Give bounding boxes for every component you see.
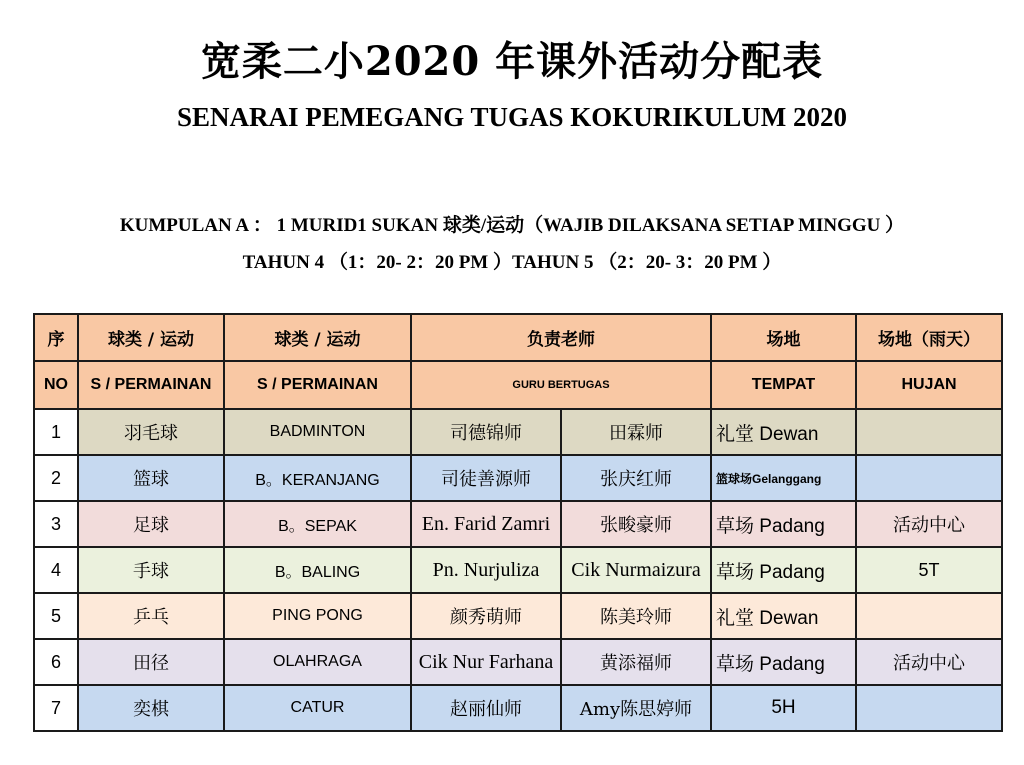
header-venue-zh: 场地 xyxy=(711,314,856,361)
sport-name-zh: 奕棋 xyxy=(78,685,224,731)
header-teacher-zh: 负责老师 xyxy=(411,314,711,361)
teacher-2: Cik Nurmaizura xyxy=(561,547,711,593)
sport-name-zh: 田径 xyxy=(78,639,224,685)
header-rain-venue-zh: 场地（雨天） xyxy=(856,314,1002,361)
row-number: 3 xyxy=(34,501,78,547)
rain-venue xyxy=(856,455,1002,501)
rain-venue xyxy=(856,409,1002,455)
teacher-1: Cik Nur Farhana xyxy=(411,639,561,685)
header-no-zh: 序 xyxy=(34,314,78,361)
rain-venue xyxy=(856,685,1002,731)
table-row xyxy=(34,639,1002,685)
page-subtitle: SENARAI PEMEGANG TUGAS KOKURIKULUM 2020 xyxy=(176,102,848,132)
group-description: KUMPULAN A ： 1 MURID1 SUKAN 球类/运动（WAJIB DILAKSANA SETIAP MINGGU ） xyxy=(119,215,905,236)
sport-name-ms: PING PONG xyxy=(224,593,411,639)
row-number: 4 xyxy=(34,547,78,593)
row-number: 2 xyxy=(34,455,78,501)
rain-venue xyxy=(856,593,1002,639)
table-row xyxy=(34,455,1002,501)
venue: 礼堂 Dewan xyxy=(711,409,856,455)
sport-name-ms: B。BALING xyxy=(224,547,411,593)
sport-name-ms: CATUR xyxy=(224,685,411,731)
header-row-malay xyxy=(34,361,1002,409)
header-sport: S / PERMAINAN xyxy=(78,361,224,409)
header-row-chinese xyxy=(34,314,1002,361)
sport-name-zh: 篮球 xyxy=(78,455,224,501)
teacher-2: 田霖师 xyxy=(561,409,711,455)
header-teacher: GURU BERTUGAS xyxy=(411,361,711,409)
header-sport-ms: S / PERMAINAN xyxy=(224,361,411,409)
teacher-1: 司德锦师 xyxy=(411,409,561,455)
venue: 5H xyxy=(711,685,856,731)
teacher-2: 张庆红师 xyxy=(561,455,711,501)
sport-name-zh: 乒乓 xyxy=(78,593,224,639)
teacher-1: 司徒善源师 xyxy=(411,455,561,501)
teacher-1: 颜秀萌师 xyxy=(411,593,561,639)
venue: 草场 Padang xyxy=(711,547,856,593)
venue: 草场 Padang xyxy=(711,639,856,685)
table-row xyxy=(34,593,1002,639)
rain-venue: 活动中心 xyxy=(856,639,1002,685)
row-number: 6 xyxy=(34,639,78,685)
schedule-times: TAHUN 4 （1：20- 2：20 PM ）TAHUN 5 （2：20- 3：20 PM ） xyxy=(242,252,782,273)
page-title: 宽柔二小2020 年课外活动分配表 xyxy=(200,38,824,85)
rain-venue: 5T xyxy=(856,547,1002,593)
assignment-table xyxy=(33,313,1003,732)
teacher-1: En. Farid Zamri xyxy=(411,501,561,547)
header-venue: TEMPAT xyxy=(711,361,856,409)
rain-venue: 活动中心 xyxy=(856,501,1002,547)
venue: 草场 Padang xyxy=(711,501,856,547)
header-rain-venue: HUJAN xyxy=(856,361,1002,409)
header-no: NO xyxy=(34,361,78,409)
header-sport-zh: 球类 / 运动 xyxy=(78,314,224,361)
row-number: 5 xyxy=(34,593,78,639)
venue: 礼堂 Dewan xyxy=(711,593,856,639)
table-row xyxy=(34,501,1002,547)
sport-name-ms: BADMINTON xyxy=(224,409,411,455)
teacher-1: 赵丽仙师 xyxy=(411,685,561,731)
row-number: 7 xyxy=(34,685,78,731)
sport-name-ms: OLAHRAGA xyxy=(224,639,411,685)
teacher-2: 黄添福师 xyxy=(561,639,711,685)
teacher-2: 陈美玲师 xyxy=(561,593,711,639)
table-row xyxy=(34,409,1002,455)
row-number: 1 xyxy=(34,409,78,455)
table-row xyxy=(34,547,1002,593)
teacher-2: 张畯豪师 xyxy=(561,501,711,547)
header-sport-ms-zh: 球类 / 运动 xyxy=(224,314,411,361)
sport-name-ms: B。SEPAK xyxy=(224,501,411,547)
sport-name-ms: B。KERANJANG xyxy=(224,455,411,501)
venue: 篮球场Gelanggang xyxy=(711,455,856,501)
sport-name-zh: 羽毛球 xyxy=(78,409,224,455)
table-row xyxy=(34,685,1002,731)
teacher-1: Pn. Nurjuliza xyxy=(411,547,561,593)
sport-name-zh: 足球 xyxy=(78,501,224,547)
sport-name-zh: 手球 xyxy=(78,547,224,593)
teacher-2: Amy陈思婷师 xyxy=(561,685,711,731)
